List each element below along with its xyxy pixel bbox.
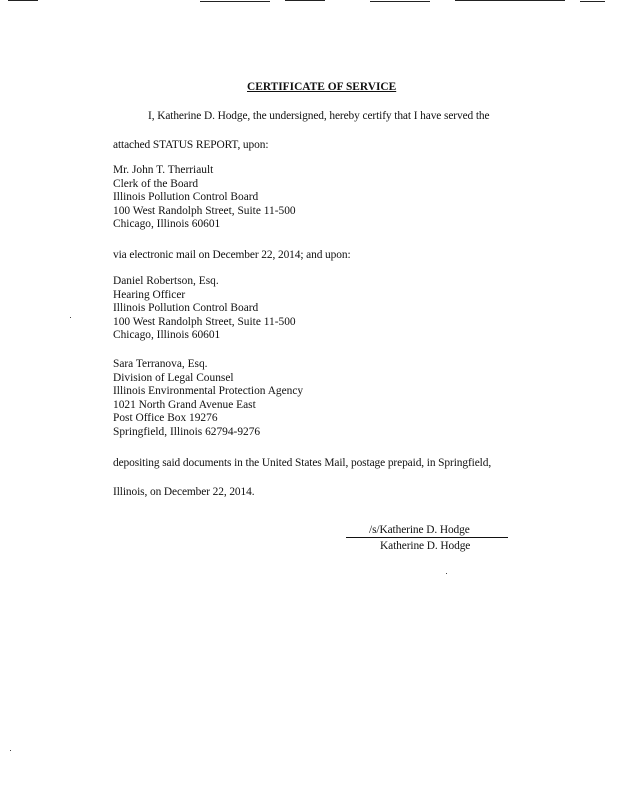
recipient-org: Illinois Environmental Protection Agency bbox=[113, 385, 304, 398]
scan-speck bbox=[10, 750, 11, 751]
recipient-city: Chicago, Illinois 60601 bbox=[113, 329, 221, 342]
recipient-street: 100 West Randolph Street, Suite 11-500 bbox=[113, 204, 296, 217]
recipient-name: Daniel Robertson, Esq. bbox=[113, 275, 219, 287]
recipient-org: Illinois Pollution Control Board bbox=[113, 302, 259, 315]
scan-artifact-top-center2 bbox=[285, 0, 325, 1]
scan-artifact-top-center bbox=[200, 1, 270, 2]
scan-speck bbox=[70, 317, 71, 318]
recipient-city: Chicago, Illinois 60601 bbox=[113, 218, 221, 231]
closing-line-1: depositing said documents in the United States Mail, postage prepaid, in Springfield, bbox=[113, 457, 492, 469]
scan-artifact-top-right bbox=[370, 1, 430, 2]
recipient-street: 1021 North Grand Avenue East bbox=[113, 398, 256, 411]
recipient-title: Hearing Officer bbox=[113, 288, 186, 301]
signature-line bbox=[346, 537, 508, 538]
recipient-name: Sara Terranova, Esq. bbox=[113, 358, 208, 370]
recipient-pobox: Post Office Box 19276 bbox=[113, 412, 218, 425]
intro-line-2: attached STATUS REPORT, upon: bbox=[113, 139, 269, 151]
recipient-address-2 bbox=[113, 275, 296, 343]
recipient-name: Mr. John T. Therriault bbox=[113, 164, 214, 176]
scan-artifact-top-far-right bbox=[455, 0, 565, 1]
scan-artifact-top-left bbox=[8, 0, 38, 1]
recipient-org: Illinois Pollution Control Board bbox=[113, 191, 259, 204]
signer-printed-name: Katherine D. Hodge bbox=[380, 540, 471, 552]
scan-speck bbox=[446, 573, 447, 574]
closing-line-2: Illinois, on December 22, 2014. bbox=[113, 486, 255, 498]
recipient-division: Division of Legal Counsel bbox=[113, 371, 234, 384]
electronic-signature: /s/Katherine D. Hodge bbox=[369, 524, 470, 536]
service-method-line: via electronic mail on December 22, 2014; and upon: bbox=[113, 249, 351, 261]
recipient-title: Clerk of the Board bbox=[113, 177, 199, 190]
scan-artifact-top-edge bbox=[580, 1, 605, 2]
recipient-address-3 bbox=[113, 358, 303, 440]
recipient-address-1 bbox=[113, 164, 296, 232]
recipient-city: Springfield, Illinois 62794-9276 bbox=[113, 425, 261, 438]
recipient-street: 100 West Randolph Street, Suite 11-500 bbox=[113, 315, 296, 328]
document-title: CERTIFICATE OF SERVICE bbox=[247, 81, 397, 93]
intro-line-1: I, Katherine D. Hodge, the undersigned, hereby certify that I have served the bbox=[148, 110, 490, 122]
